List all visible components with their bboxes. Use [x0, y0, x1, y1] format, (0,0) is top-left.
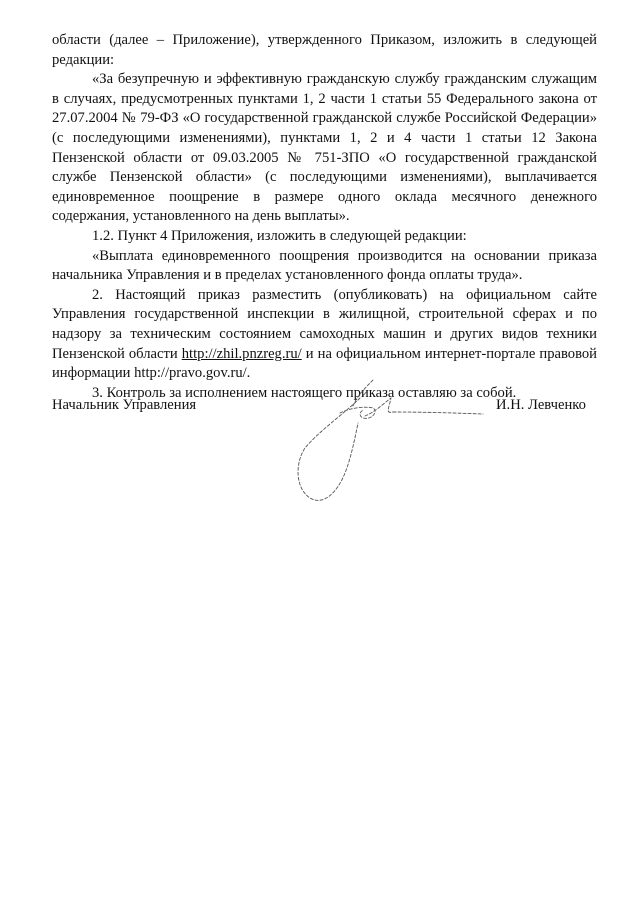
paragraph-continuation: области (далее – Приложение), утвержденного Приказом, изложить в следующей редакции: [52, 32, 597, 68]
handwritten-signature [265, 368, 495, 508]
signatory-name: И.Н. Левченко [496, 397, 586, 413]
paragraph-quote-reward: «За безупречную и эффективную гражданскую службу гражданским служащим в случаях, предусмотренных пунктами 1, 2 части 1 статьи 55 Федерального закона от 27.07.2004 № 79-ФЗ «О государственной гражданской службе Российской Федерации» (с последующими изменениями), пунктами 1, 2 и 4 части 1 статьи 12 Закона Пензенской области от 09.03.2005 № 751-ЗПО «О государственной гражданской службе Пензенской области» (с последующими изменениями), выплачивается единовременное поощрение в размере одного оклада месячного денежного содержания, установленного на день выплаты». [52, 71, 597, 225]
paragraph-item-3: 3. Контроль за исполнением настоящего приказа оставляю за собой. [92, 384, 517, 401]
paragraph-item-2-text-before: 2. Настоящий приказ разместить (опубликовать) на официальном сайте Управления государственной инспекции в жилищной, строительной сферах и по надзору за техническим состоянием самоходных машин и других видов техники Пензенской области [52, 286, 597, 362]
paragraph-quote-payment: «Выплата единовременного поощрения производится на основании приказа начальника Управления и в пределах установленного фонда оплаты труда». [52, 247, 597, 284]
website-link[interactable]: http://zhil.pnzreg.ru/ [181, 345, 302, 362]
signatory-position: Начальник Управления [52, 397, 197, 413]
document-body [52, 31, 597, 403]
paragraph-item-2-text-after: и на официальном интернет-портале правовой информации http://pravo.gov.ru/. [52, 345, 597, 382]
paragraph-item-1-2: 1.2. Пункт 4 Приложения, изложить в следующей редакции: [92, 227, 467, 244]
